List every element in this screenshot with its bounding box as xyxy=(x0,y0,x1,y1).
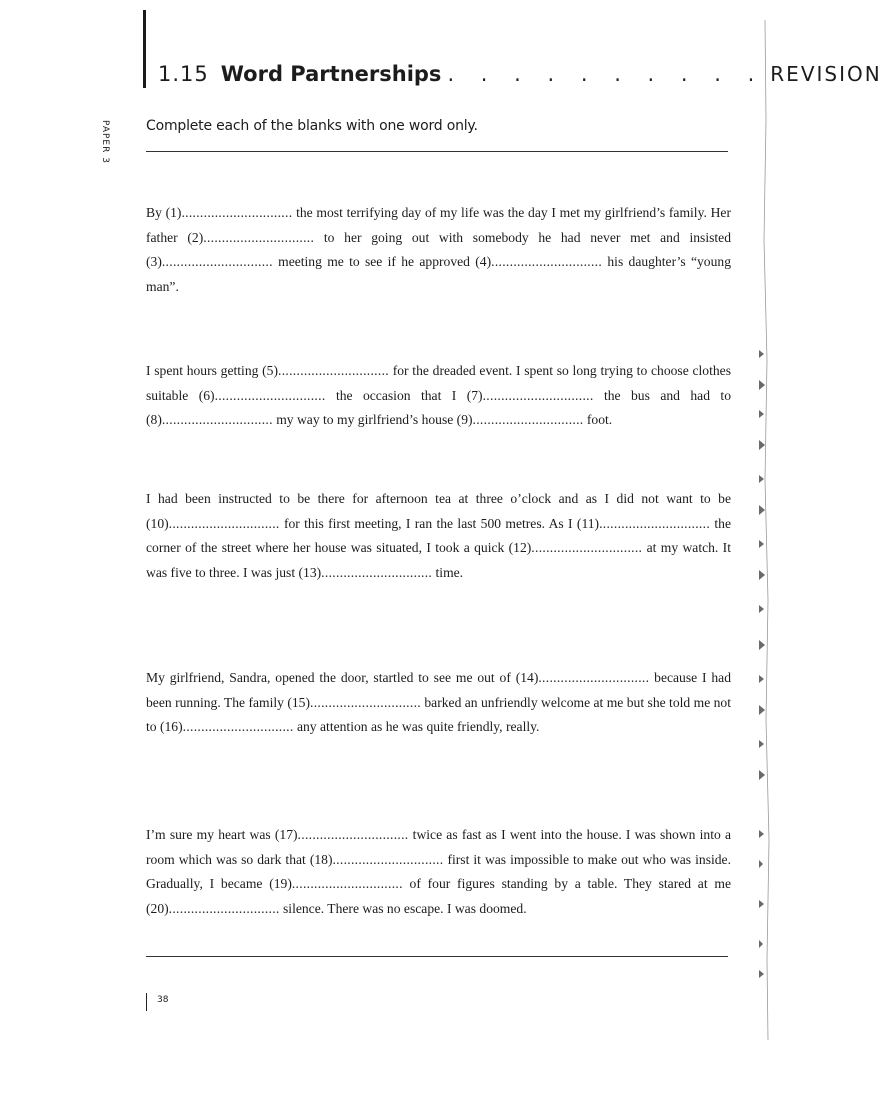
page-number: 38 xyxy=(157,995,169,1005)
paragraph-text: my way to my girlfriend’s house (9) xyxy=(272,412,473,427)
answer-blank: .............................. xyxy=(332,851,444,867)
paragraph-2 xyxy=(146,359,731,433)
paragraph-text: barked an unfriendly welcome at me but she told me not to (16) xyxy=(146,694,732,734)
leader-dots: . . . . . . . . . . xyxy=(447,62,765,86)
paragraph-1 xyxy=(146,201,731,299)
paragraph-text: the corner of the street where her house was situated, I took a quick (12) xyxy=(146,515,731,555)
paragraph-text: meeting me to see if he approved (4) xyxy=(272,254,492,269)
answer-blank: .............................. xyxy=(482,387,594,403)
paragraph-text: his daughter’s “young man”. xyxy=(146,254,731,294)
paragraph-text: twice as fast as I went into the house. I was shown into a room which was so dark that (18) xyxy=(146,827,731,867)
paragraph-text: I spent hours getting (5) xyxy=(146,363,279,378)
answer-blank: .............................. xyxy=(321,564,433,580)
paragraph-4 xyxy=(146,666,731,740)
paragraph-text: of four figures standing by a table. They stared at me (20) xyxy=(146,876,731,916)
answer-blank: .............................. xyxy=(278,363,389,378)
answer-blank: .............................. xyxy=(161,412,273,427)
answer-blank: .............................. xyxy=(531,540,643,555)
paragraph-text: time. xyxy=(432,564,464,580)
section-heading xyxy=(158,62,882,96)
paragraph-text: I had been instructed to be there for afternoon tea at three o’clock and as I did not want to be (10) xyxy=(146,491,731,531)
section-number: 1.15 xyxy=(158,62,209,86)
paragraph-5 xyxy=(146,823,731,921)
paragraph-text: the bus and had to (8) xyxy=(146,387,732,427)
answer-blank: .............................. xyxy=(161,254,273,269)
title-accent-bar xyxy=(143,10,146,88)
answer-blank: .............................. xyxy=(538,670,650,685)
exercise-instruction: Complete each of the blanks with one word only. xyxy=(146,118,478,134)
answer-blank: .............................. xyxy=(297,827,409,842)
bottom-divider xyxy=(146,956,728,957)
paragraph-text: foot. xyxy=(583,412,613,427)
section-tag: REVISION xyxy=(770,62,882,86)
paragraph-text: for the dreaded event. I spent so long trying to choose clothes suitable (6) xyxy=(146,363,731,403)
section-title: Word Partnerships xyxy=(220,62,442,86)
answer-blank: .............................. xyxy=(599,515,711,531)
answer-blank: .............................. xyxy=(291,876,403,891)
paragraph-text: for this first meeting, I ran the last 500 metres. As I (11) xyxy=(279,515,600,531)
answer-blank: .............................. xyxy=(181,205,293,220)
paragraph-text: to her going out with somebody he had never met and insisted (3) xyxy=(146,229,731,269)
paragraph-3 xyxy=(146,487,731,585)
paragraph-text: silence. There was no escape. I was doomed. xyxy=(279,900,527,916)
paper-side-label: PAPER 3 xyxy=(100,120,110,164)
answer-blank: .............................. xyxy=(203,229,315,245)
paragraph-text: My girlfriend, Sandra, opened the door, startled to see me out of (14) xyxy=(146,670,539,685)
paragraph-text: By (1) xyxy=(146,205,182,220)
answer-blank: .............................. xyxy=(168,900,280,916)
paragraph-text: the most terrifying day of my life was the day I met my girlfriend’s family. Her father (2) xyxy=(146,205,731,245)
paragraph-text: the occasion that I (7) xyxy=(325,387,483,403)
footer-accent-bar xyxy=(146,993,147,1011)
answer-blank: .............................. xyxy=(310,694,421,710)
answer-blank: .............................. xyxy=(491,254,603,269)
top-divider xyxy=(146,151,728,152)
answer-blank: .............................. xyxy=(182,719,294,734)
paragraph-text: first it was impossible to make out who was inside. Gradually, I became (19) xyxy=(146,851,731,891)
answer-blank: .............................. xyxy=(168,515,280,531)
answer-blank: .............................. xyxy=(214,387,326,403)
paragraph-text: at my watch. It was five to three. I was just (13) xyxy=(146,540,731,580)
paragraph-text: I’m sure my heart was (17) xyxy=(146,827,298,842)
answer-blank: .............................. xyxy=(472,412,584,427)
paragraph-text: because I had been running. The family (15) xyxy=(146,670,731,710)
paragraph-text: any attention as he was quite friendly, really. xyxy=(293,719,540,734)
binding-edge xyxy=(745,0,779,1107)
